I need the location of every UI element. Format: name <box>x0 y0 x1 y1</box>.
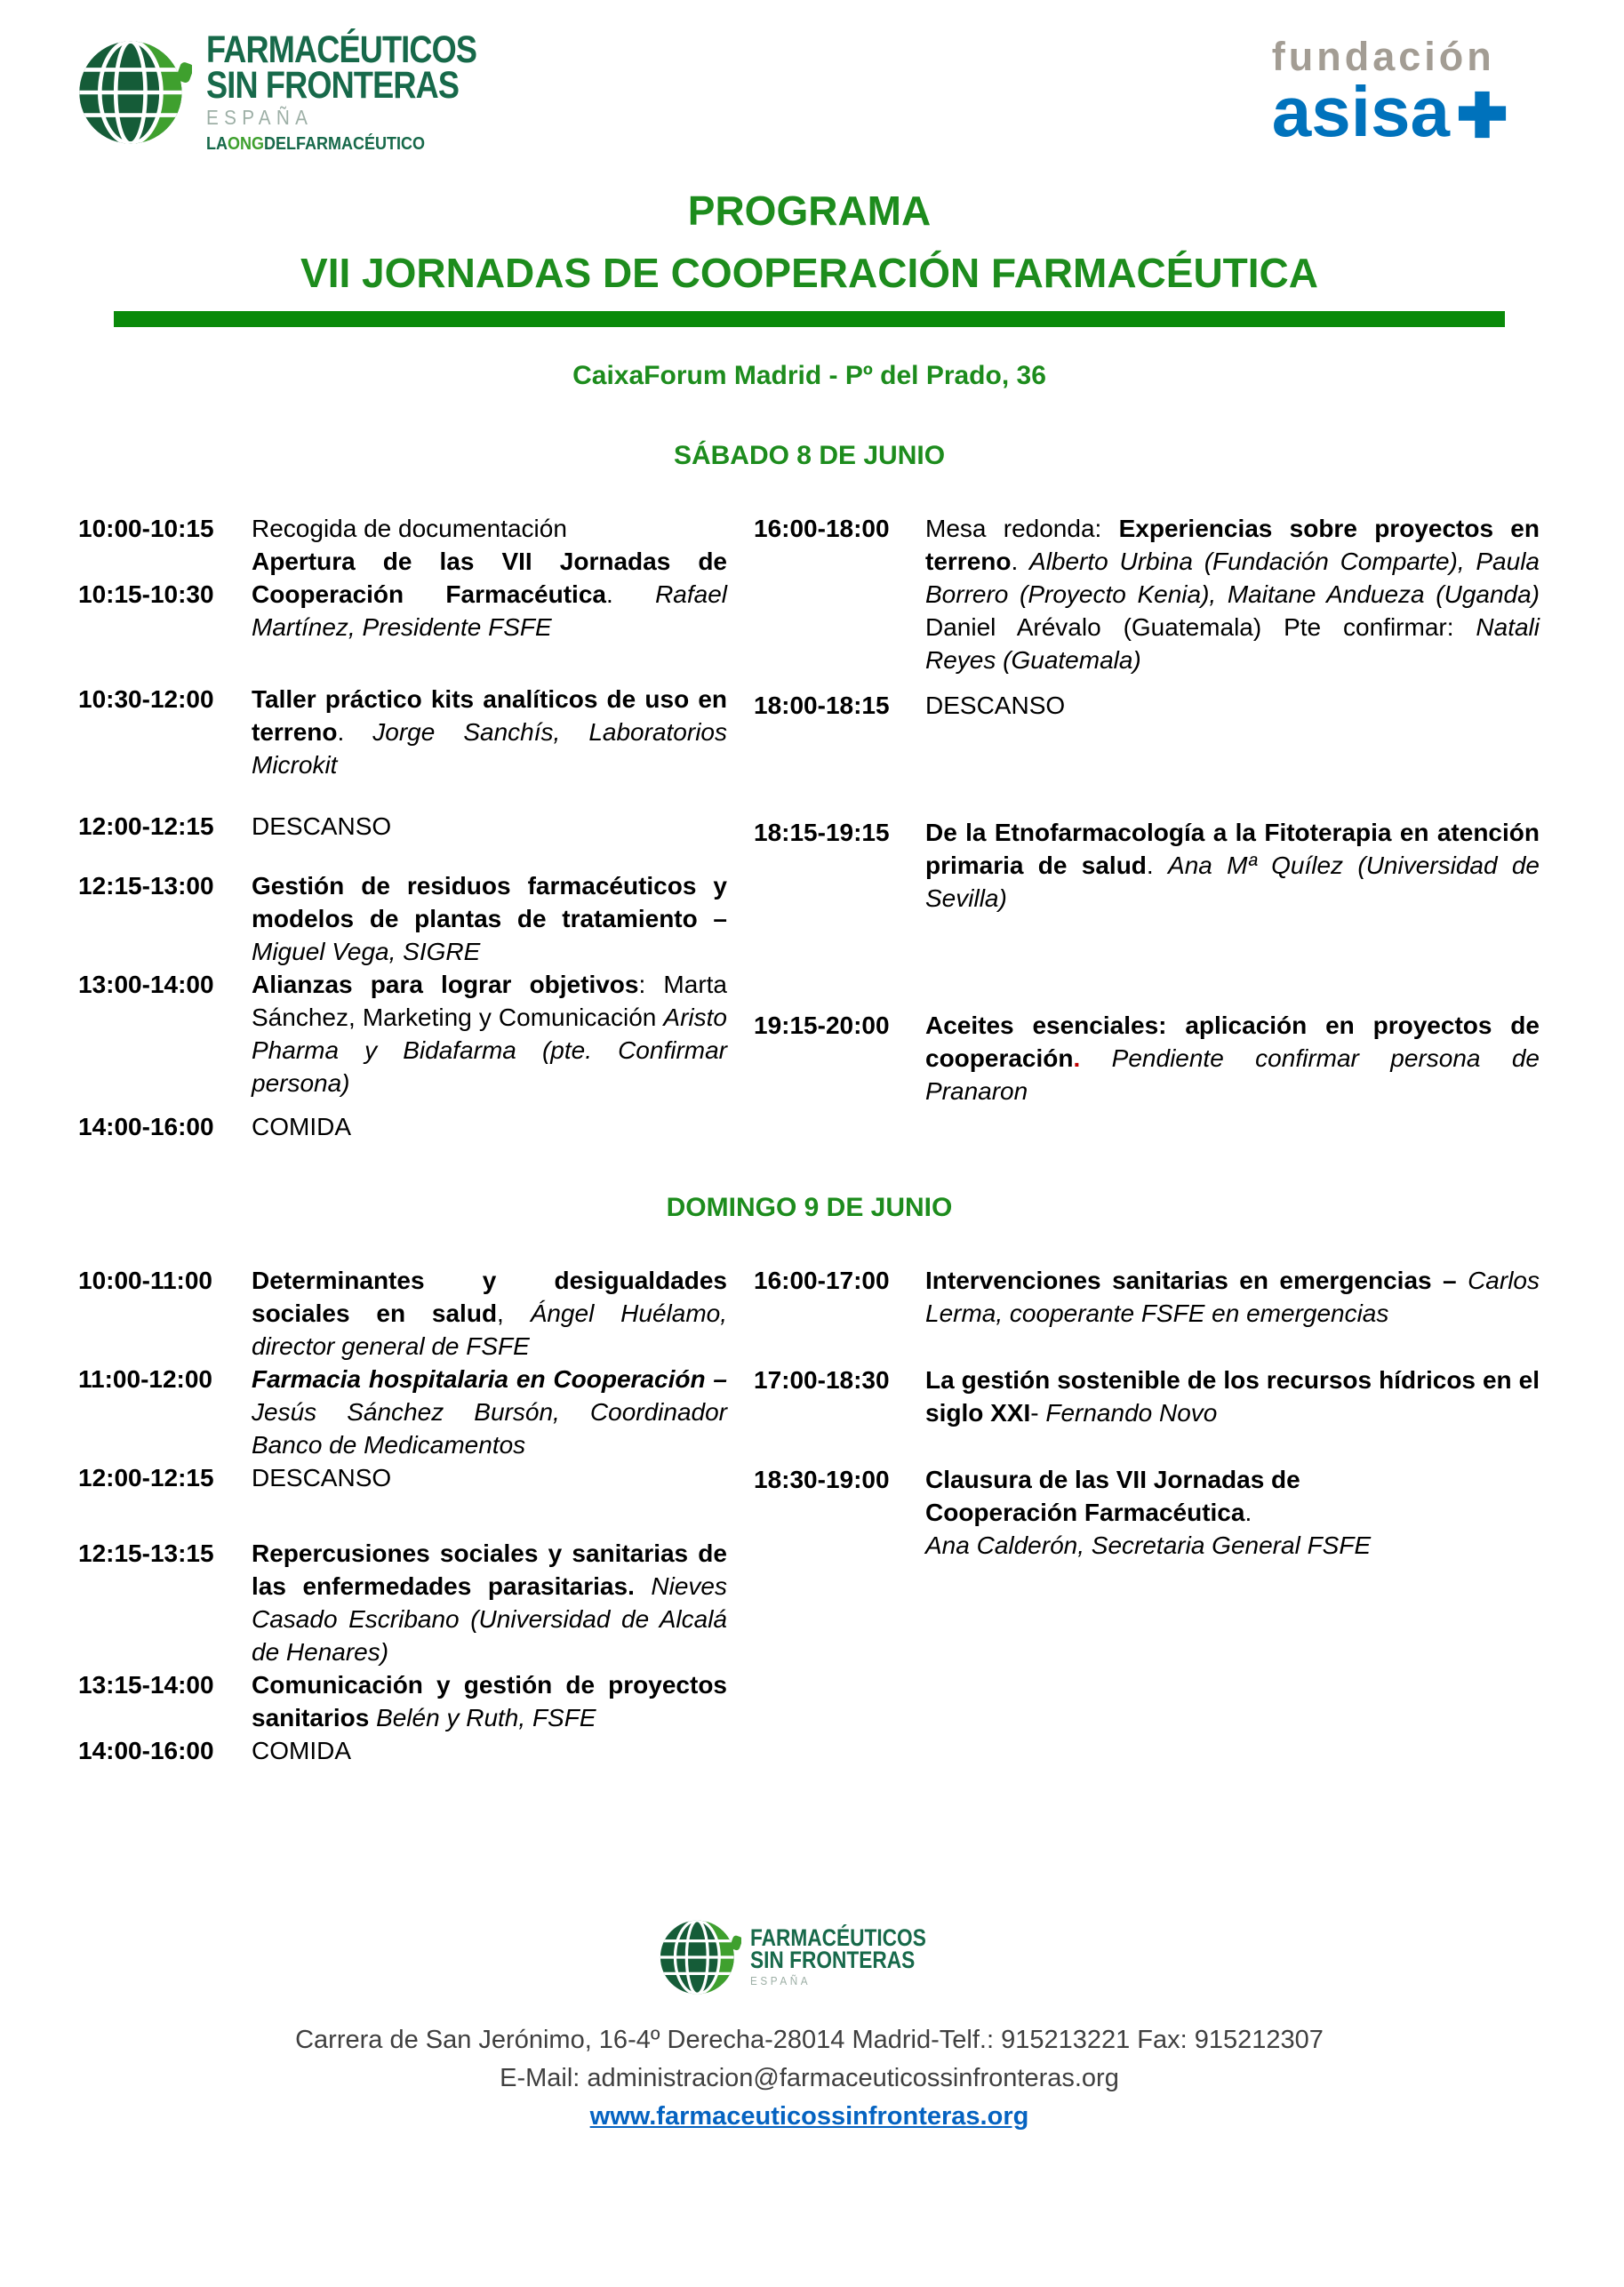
globe-icon <box>78 36 192 149</box>
schedule-entry <box>78 810 727 843</box>
asisa-logo <box>1271 34 1508 151</box>
asisa-cross-icon <box>1457 89 1508 140</box>
schedule-entry <box>754 1264 1540 1330</box>
entry-sep: . <box>605 580 656 608</box>
entry-title-line1: Clausura de las VII Jornadas de <box>925 1465 1300 1493</box>
entry-speaker: Fernando Novo <box>1045 1398 1218 1427</box>
entry-text <box>252 545 727 644</box>
entry-speaker: Aristo Pharma y Bidafarma (pte. Confirmar persona) <box>252 1003 727 1097</box>
footer-fsf-logo <box>660 1916 960 1998</box>
entry-sep: . <box>1011 547 1030 575</box>
fsf-logo-name-line2: SIN FRONTERAS <box>206 63 460 107</box>
entry-title: Apertura de las VII Jornadas de Cooperación Farmacéutica <box>252 547 727 608</box>
footer <box>78 1916 1540 2131</box>
entry-text <box>252 1537 727 1668</box>
entry-speaker: Carlos Lerma, cooperante FSFE en emergencias <box>925 1266 1540 1327</box>
tagline-post: DELFARMACÉUTICO <box>264 133 426 154</box>
entry-text: Recogida de documentación <box>252 514 567 542</box>
schedule-entry <box>754 816 1540 915</box>
schedule-entry <box>78 1264 727 1363</box>
entry-text <box>925 1009 1540 1108</box>
schedule-entry <box>754 689 1540 722</box>
entry-time: 18:30-19:00 <box>754 1465 890 1493</box>
fsf-logo-country: ESPAÑA <box>206 105 314 129</box>
schedule-entry <box>78 1734 727 1767</box>
entry-speaker: Jorge Sanchís, Laboratorios Microkit <box>252 717 727 779</box>
footer-logo-country: ESPAÑA <box>749 1973 811 1987</box>
entry-speaker: Ana Mª Quílez (Universidad de Sevilla) <box>925 851 1540 912</box>
entry-title: Comunicación y gestión de proyectos sanitarios <box>252 1670 727 1731</box>
page-title: PROGRAMA <box>687 187 932 234</box>
entry-pre: Mesa redonda: <box>925 514 1119 542</box>
entry-text <box>925 1363 1540 1429</box>
entry-title: Farmacia hospitalaria en Cooperación – <box>252 1364 727 1393</box>
entry-time: 10:15-10:30 <box>78 580 214 608</box>
entry-sep: . <box>1146 851 1169 879</box>
saturday-right-column <box>754 512 1540 1143</box>
schedule-entry <box>78 1537 727 1668</box>
entry-speaker: Pendiente confirmar persona de Pranaron <box>925 1044 1540 1105</box>
entry-time: 13:15-14:00 <box>78 1670 214 1699</box>
entry-time: 10:00-11:00 <box>78 1266 213 1294</box>
schedule-entry <box>78 1363 727 1461</box>
entry-speaker: Alberto Urbina (Fundación Comparte), Paula Borrero (Proyecto Kenia), Maitane Andueza (Uganda) <box>925 547 1540 608</box>
footer-logo-name-line1: FARMACÉUTICOS <box>749 1924 926 1952</box>
entry-speaker: Miguel Vega, SIGRE <box>252 937 481 965</box>
sunday-schedule <box>78 1264 1540 1767</box>
entry-title: Experiencias sobre proyectos en terreno <box>925 514 1540 575</box>
schedule-entry <box>78 869 727 968</box>
day-heading-saturday: SÁBADO 8 DE JUNIO <box>673 440 946 470</box>
entry-text <box>252 1363 727 1461</box>
entry-title: Aceites esenciales: aplicación en proyectos de cooperación <box>925 1011 1540 1072</box>
fsf-logo <box>78 30 528 155</box>
entry-time: 17:00-18:30 <box>754 1365 890 1394</box>
entry-speaker: Nieves Casado Escribano (Universidad de Alcalá de Henares) <box>252 1571 727 1666</box>
tagline-ong: ONG <box>228 133 265 154</box>
footer-email: E-Mail: administracion@farmaceuticossinfronteras.org <box>500 2063 1119 2092</box>
entry-time: 13:00-14:00 <box>78 970 214 998</box>
day-heading-sunday: DOMINGO 9 DE JUNIO <box>666 1192 953 1222</box>
footer-address: Carrera de San Jerónimo, 16-4º Derecha-28014 Madrid-Telf.: 915213221 Fax: 915212307 <box>295 2025 1324 2054</box>
saturday-schedule <box>78 512 1540 1143</box>
footer-logo-name-line2: SIN FRONTERAS <box>749 1947 915 1974</box>
entry-title: Intervenciones sanitarias en emergencias – <box>925 1266 1468 1294</box>
schedule-entry <box>78 968 727 1100</box>
entry-text <box>252 683 727 781</box>
fsf-logo-text <box>206 30 528 155</box>
schedule-entry <box>78 1110 727 1143</box>
entry-title: Taller práctico kits analíticos de uso en terreno <box>252 684 727 746</box>
entry-sep: . <box>1244 1498 1252 1526</box>
asisa-logo-name: asisa <box>1271 72 1450 151</box>
entry-detail: Daniel Arévalo (Guatemala) Pte confirmar: <box>925 612 1476 641</box>
entry-time: 16:00-17:00 <box>754 1266 890 1294</box>
entry-speaker: Ángel Huélamo, director general de FSFE <box>252 1299 727 1360</box>
schedule-entry <box>78 512 727 545</box>
sunday-right-column <box>754 1264 1540 1767</box>
entry-time: 10:00-10:15 <box>78 514 214 542</box>
entry-title: Repercusiones sociales y sanitarias de las enfermedades parasitarias. <box>252 1539 727 1600</box>
page-subtitle: VII JORNADAS DE COOPERACIÓN FARMACÉUTICA <box>300 249 1318 296</box>
asisa-logo-fundacion: fundación <box>1271 34 1495 79</box>
entry-text: DESCANSO <box>252 1463 392 1491</box>
entry-time: 10:30-12:00 <box>78 684 214 713</box>
entry-text <box>252 1668 727 1734</box>
entry-text <box>252 1264 727 1363</box>
entry-time: 12:15-13:00 <box>78 871 214 900</box>
entry-title: Alianzas para lograr objetivos <box>252 970 639 998</box>
entry-text: COMIDA <box>252 1112 351 1140</box>
entry-sep: , <box>497 1299 531 1327</box>
entry-time: 14:00-16:00 <box>78 1736 214 1764</box>
entry-text <box>252 968 727 1100</box>
schedule-entry <box>78 1668 727 1734</box>
entry-text <box>925 512 1540 676</box>
tagline-pre: LA <box>206 133 228 154</box>
entry-sep: . <box>337 717 373 746</box>
entry-title: De la Etnofarmacología a la Fitoterapia en atención primaria de salud <box>925 818 1540 879</box>
entry-sep: - <box>1030 1398 1046 1427</box>
entry-time: 18:00-18:15 <box>754 691 890 719</box>
entry-speaker: Ana Calderón, Secretaria General FSFE <box>925 1531 1372 1559</box>
header <box>78 30 1540 155</box>
saturday-left-column <box>78 512 727 1143</box>
schedule-entry <box>78 1461 727 1494</box>
entry-title-line2: Cooperación Farmacéutica <box>925 1498 1245 1526</box>
entry-time: 16:00-18:00 <box>754 514 890 542</box>
schedule-entry <box>754 1009 1540 1108</box>
footer-website-link[interactable]: www.farmaceuticossinfronteras.org <box>589 2101 1029 2131</box>
entry-time: 12:00-12:15 <box>78 1463 214 1491</box>
entry-time: 19:15-20:00 <box>754 1011 890 1039</box>
entry-time: 18:15-19:15 <box>754 818 890 846</box>
entry-text: DESCANSO <box>925 691 1066 719</box>
entry-time: 14:00-16:00 <box>78 1112 214 1140</box>
fsf-logo-name-line1: FARMACÉUTICOS <box>206 28 477 71</box>
schedule-entry <box>78 683 727 781</box>
schedule-entry <box>754 512 1540 676</box>
schedule-entry <box>78 545 727 644</box>
entry-speaker: Natali Reyes (Guatemala) <box>925 612 1540 674</box>
entry-title: Gestión de residuos farmacéuticos y modelos de plantas de tratamiento – <box>252 871 727 932</box>
footer-logo-text <box>749 1924 960 1987</box>
entry-text <box>925 1264 1540 1330</box>
entry-speaker: Belén y Ruth, FSFE <box>376 1703 596 1731</box>
divider-bar <box>114 311 1505 327</box>
entry-speaker: Rafael Martínez, Presidente FSFE <box>252 580 728 641</box>
schedule-entry <box>754 1463 1540 1562</box>
entry-text <box>925 816 1540 915</box>
entry-time: 12:15-13:15 <box>78 1539 214 1567</box>
entry-detail: : Marta Sánchez, Marketing y Comunicación <box>252 970 727 1031</box>
entry-text <box>925 1463 1540 1562</box>
entry-text: DESCANSO <box>252 812 392 840</box>
entry-speaker: Jesús Sánchez Bursón, Coordinador Banco de Medicamentos <box>252 1397 727 1459</box>
fsf-logo-tagline <box>206 134 496 155</box>
venue: CaixaForum Madrid - Pº del Prado, 36 <box>572 360 1046 390</box>
entry-text: COMIDA <box>252 1736 351 1764</box>
entry-red-period: . <box>1073 1044 1112 1072</box>
entry-time: 12:00-12:15 <box>78 812 214 840</box>
sunday-left-column <box>78 1264 727 1767</box>
globe-icon <box>660 1916 741 1998</box>
entry-text <box>252 869 727 968</box>
entry-time: 11:00-12:00 <box>78 1364 213 1393</box>
entry-title: Determinantes y desigualdades sociales en salud <box>252 1266 727 1327</box>
entry-title: La gestión sostenible de los recursos hídricos en el siglo XXI <box>925 1365 1540 1427</box>
schedule-entry <box>754 1363 1540 1429</box>
